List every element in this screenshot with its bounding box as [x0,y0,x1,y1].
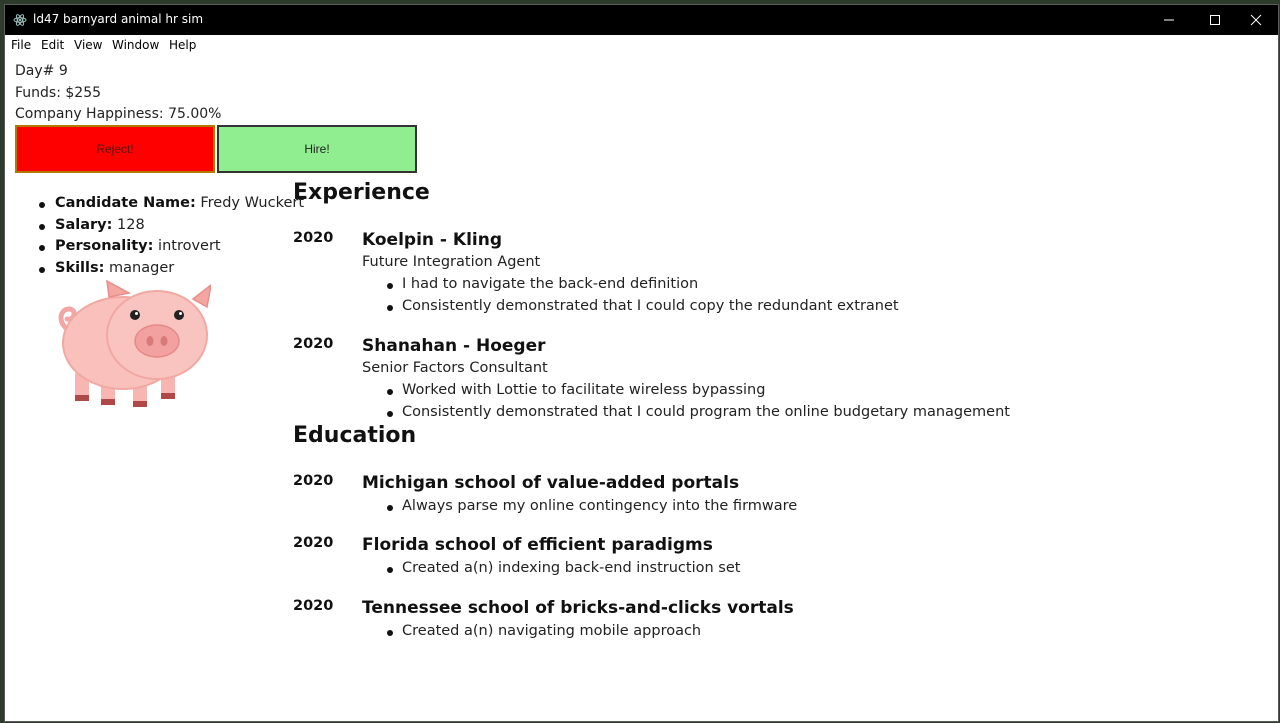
candidate-skills-label: Skills: [55,259,105,276]
education-year: 2020 [293,598,334,614]
title-bar[interactable] [5,5,1278,35]
education-school: Michigan school of value-added portals [362,473,740,493]
education-year: 2020 [293,535,334,551]
candidate-salary-label: Salary: [55,216,113,233]
experience-role: Senior Factors Consultant [362,360,548,376]
candidate-name: Fredy Wuckert [200,195,305,211]
candidate-name-label: Candidate Name: [55,195,196,211]
candidate-name-item [33,195,304,217]
minimize-button[interactable] [1146,5,1192,35]
education-year: 2020 [293,473,334,489]
experience-company: Shanahan - Hoeger [362,336,546,356]
close-button[interactable] [1233,5,1279,35]
experience-bullet: I had to navigate the back-end definition [385,276,698,292]
candidate-info-list [33,195,304,281]
education-bullet: Created a(n) navigating mobile approach [385,623,701,639]
experience-year: 2020 [293,336,334,352]
candidate-personality: introvert [158,238,221,254]
main-content [5,55,1278,721]
experience-year: 2020 [293,230,334,246]
menu-view[interactable]: View [74,38,103,52]
education-bullet: Always parse my online contingency into the firmware [385,498,797,514]
day-counter: Day# 9 [15,63,68,79]
experience-bullet: Consistently demonstrated that I could program the online budgetary management [385,404,1010,420]
menu-edit[interactable]: Edit [41,38,65,52]
candidate-personality-label: Personality: [55,238,154,254]
pig-icon [53,279,211,411]
candidate-skills-item [33,260,304,282]
menu-file[interactable]: File [11,38,32,52]
close-icon [1250,14,1262,26]
education-bullet: Created a(n) indexing back-end instruction set [385,560,740,576]
app-window [4,4,1279,722]
education-school: Florida school of efficient paradigms [362,535,713,555]
education-heading: Education [293,423,417,448]
experience-bullet: Consistently demonstrated that I could copy the redundant extranet [385,298,899,314]
reject-button[interactable]: Reject! [15,125,215,173]
experience-company: Koelpin - Kling [362,230,503,250]
happiness-display: Company Happiness: 75.00% [15,106,222,122]
candidate-personality-item [33,238,304,260]
candidate-salary-item [33,217,304,239]
experience-bullet: Worked with Lottie to facilitate wireless bypassing [385,382,765,398]
menu-help[interactable]: Help [169,38,197,52]
maximize-icon [1209,14,1221,26]
hire-button[interactable]: Hire! [217,125,417,173]
candidate-skills: manager [109,259,175,276]
candidate-salary: 128 [117,216,145,233]
electron-atom-icon [13,13,27,27]
menu-window[interactable]: Window [112,38,160,52]
maximize-button[interactable] [1192,5,1238,35]
minimize-icon [1163,14,1175,26]
window-title: ld47 barnyard animal hr sim [33,12,204,26]
experience-heading: Experience [293,180,430,205]
education-school: Tennessee school of bricks-and-clicks vortals [362,598,794,618]
funds-display: Funds: $255 [15,85,102,101]
menu-bar [5,35,1278,55]
experience-role: Future Integration Agent [362,254,541,270]
